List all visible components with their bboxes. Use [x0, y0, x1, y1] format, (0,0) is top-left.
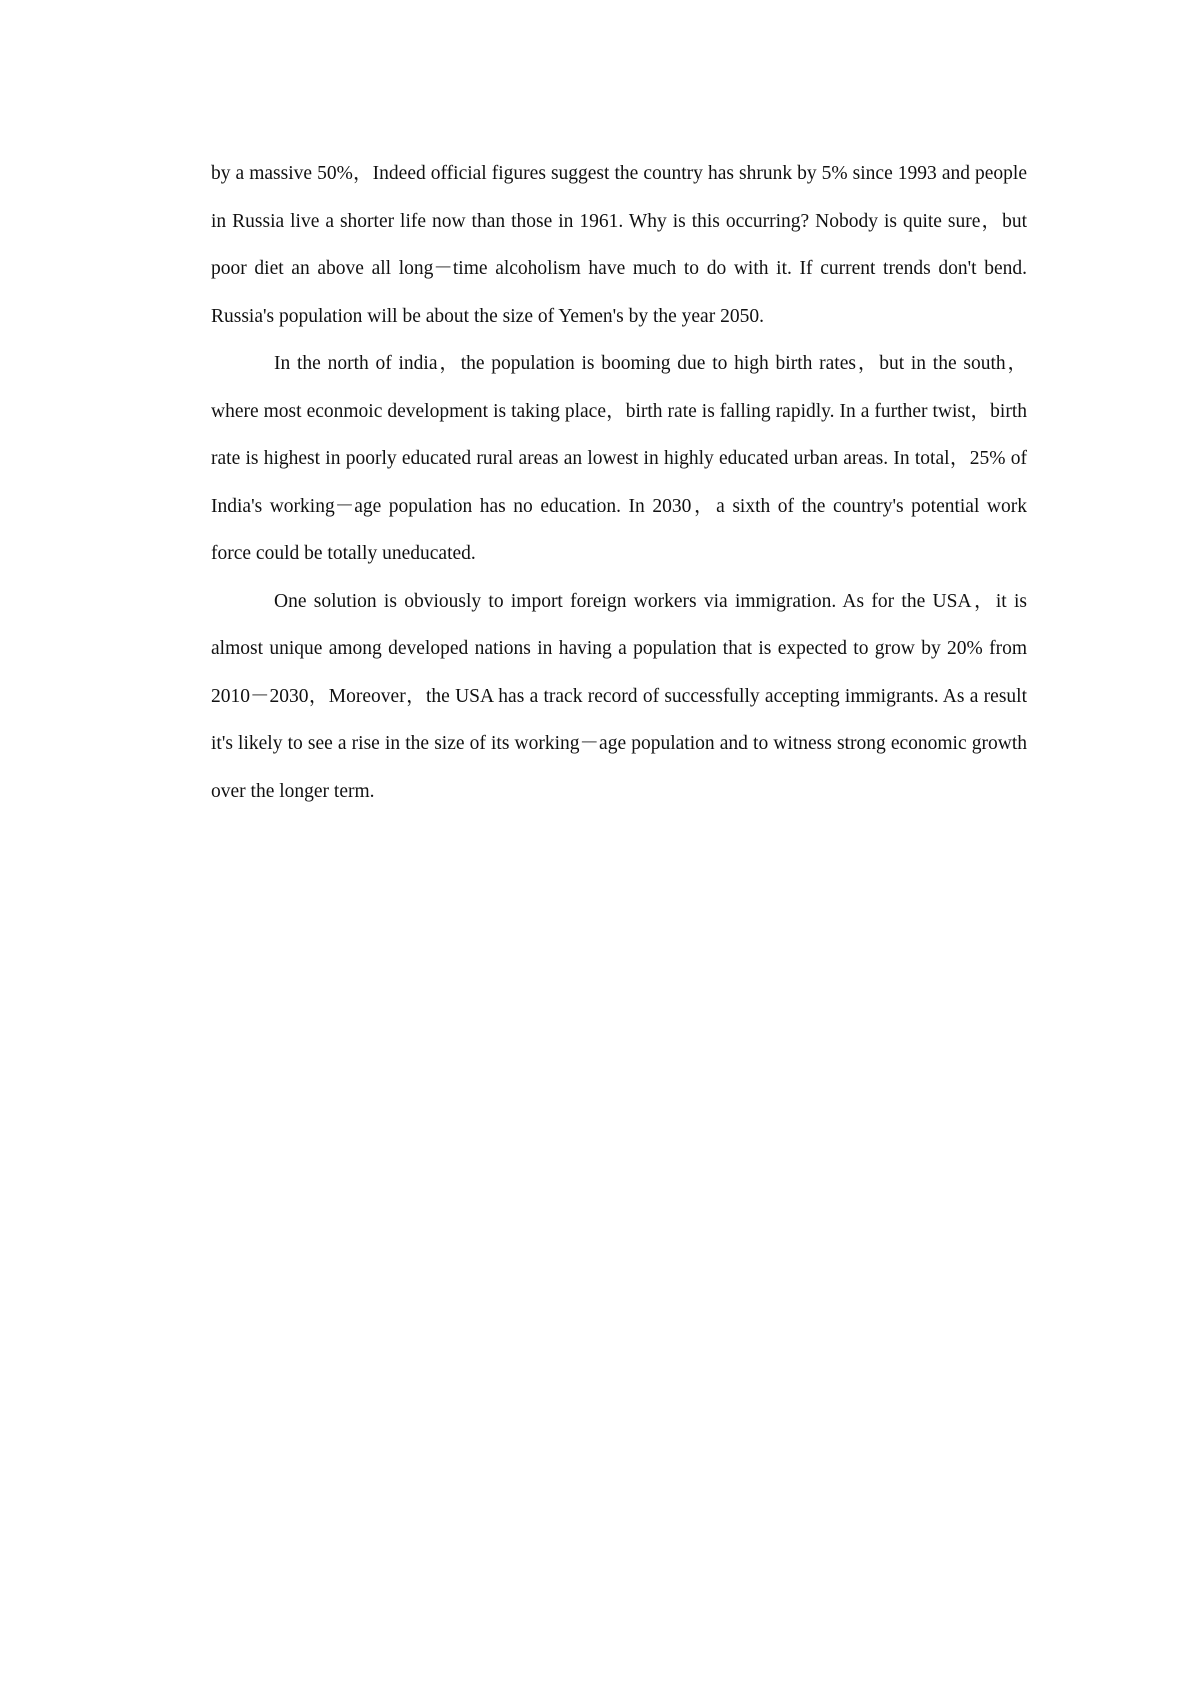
body-text [211, 150, 1027, 815]
paragraph-russia: by a massive 50%，Indeed official figures suggest the country has shrunk by 5% since 1993 and people in Russia live a shorter life now than those in 1961. Why is this occurring? Nobody is quite sure，but poor diet an above all long－time alcoholism have much to do with it. If current trends don't bend. Russia's population will be about the size of Yemen's by the year 2050. [211, 163, 1027, 327]
paragraph-india: In the north of india，the population is booming due to high birth rates，but in the south，where most econmoic development is taking place，birth rate is falling rapidly. In a further twist，birth rate is highest in poorly educated rural areas an lowest in highly educated urban areas. In total，25% of India's working－age population has no education. In 2030，a sixth of the country's potential work force could be totally uneducated. [211, 353, 1027, 564]
paragraph-usa: One solution is obviously to import foreign workers via immigration. As for the USA，it is almost unique among developed nations in having a population that is expected to grow by 20% from 2010－2030，Moreover，the USA has a track record of successfully accepting immigrants. As a result it's likely to see a rise in the size of its working－age population and to witness strong economic growth over the longer term. [211, 590, 1027, 802]
